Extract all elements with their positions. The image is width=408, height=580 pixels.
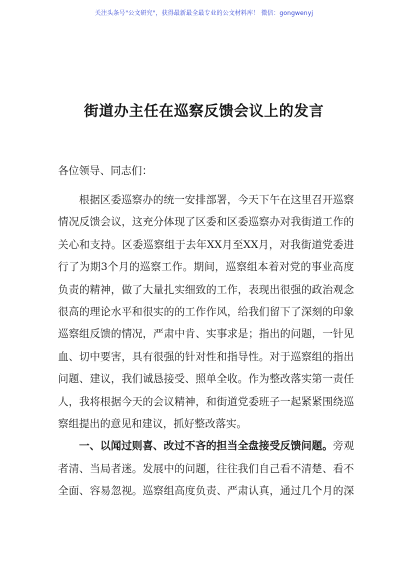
document-title: 街道办主任在巡察反馈会议上的发言 bbox=[84, 103, 324, 120]
top-banner: 关注头条号"公文研究"，获得最新最全最专业的公文材料库！ 微信：gongwenyj bbox=[94, 10, 314, 17]
document-body bbox=[58, 189, 354, 502]
body-line bbox=[58, 234, 354, 256]
body-line-text: 很高的理论水平和很实的的工作作风，给我们留下了深刻的印象 bbox=[58, 305, 354, 318]
body-line-text: 问题、建议，我们诚恳接受、照单全收。作为整改落实第一责任 bbox=[58, 373, 354, 386]
body-line-text: 全面、容易忽视。巡察组高度负责、严肃认真，通过几个月的深 bbox=[58, 485, 354, 498]
body-line-text: 根据区委巡察办的统一安排部署，今天下午在这里召开巡察 bbox=[79, 194, 354, 206]
body-line bbox=[58, 323, 354, 345]
body-line bbox=[58, 211, 354, 233]
body-line bbox=[58, 256, 354, 278]
body-line bbox=[58, 279, 354, 301]
body-line-text: 血、切中要害，具有很强的针对性和指导性。对于巡察组的指出 bbox=[58, 350, 354, 363]
body-line-text: 人，我将根据今天的会议精神，和街道党委班子一起紧紧围绕巡 bbox=[58, 395, 354, 408]
body-line-text: 察组提出的意见和建议，抓好整改落实。 bbox=[58, 417, 247, 430]
body-line bbox=[58, 301, 354, 323]
body-line-text: 巡察组反馈的情况，严肃中肯、实事求是；指出的问题，一针见 bbox=[58, 328, 354, 341]
body-line bbox=[58, 391, 354, 413]
body-line-text: 情况反馈会议，这充分体现了区委和区委巡察办对我街道工作的 bbox=[58, 216, 354, 229]
body-line bbox=[58, 346, 354, 368]
body-line-text: 行了为期3个月的巡察工作。期间，巡察组本着对党的事业高度 bbox=[58, 261, 354, 274]
body-line bbox=[58, 480, 354, 502]
section-heading: 一、以闻过则喜、改过不吝的担当全盘接受反馈问题。 bbox=[79, 440, 333, 453]
body-line bbox=[58, 189, 354, 211]
body-line bbox=[58, 368, 354, 390]
body-line bbox=[58, 413, 354, 435]
body-line bbox=[58, 458, 354, 480]
body-line-text: 者清、当局者迷。发展中的问题，往往我们自己看不清楚、看不 bbox=[58, 462, 354, 475]
body-line-text: 旁观 bbox=[332, 440, 354, 453]
salutation: 各位领导、同志们： bbox=[58, 165, 153, 177]
body-line-text: 关心和支持。区委巡察组于去年XX月至XX月，对我街道党委进 bbox=[58, 238, 354, 251]
body-line-text: 负责的精神，做了大量扎实细致的工作，表现出很强的政治观念 bbox=[58, 283, 354, 296]
body-line bbox=[58, 435, 354, 457]
